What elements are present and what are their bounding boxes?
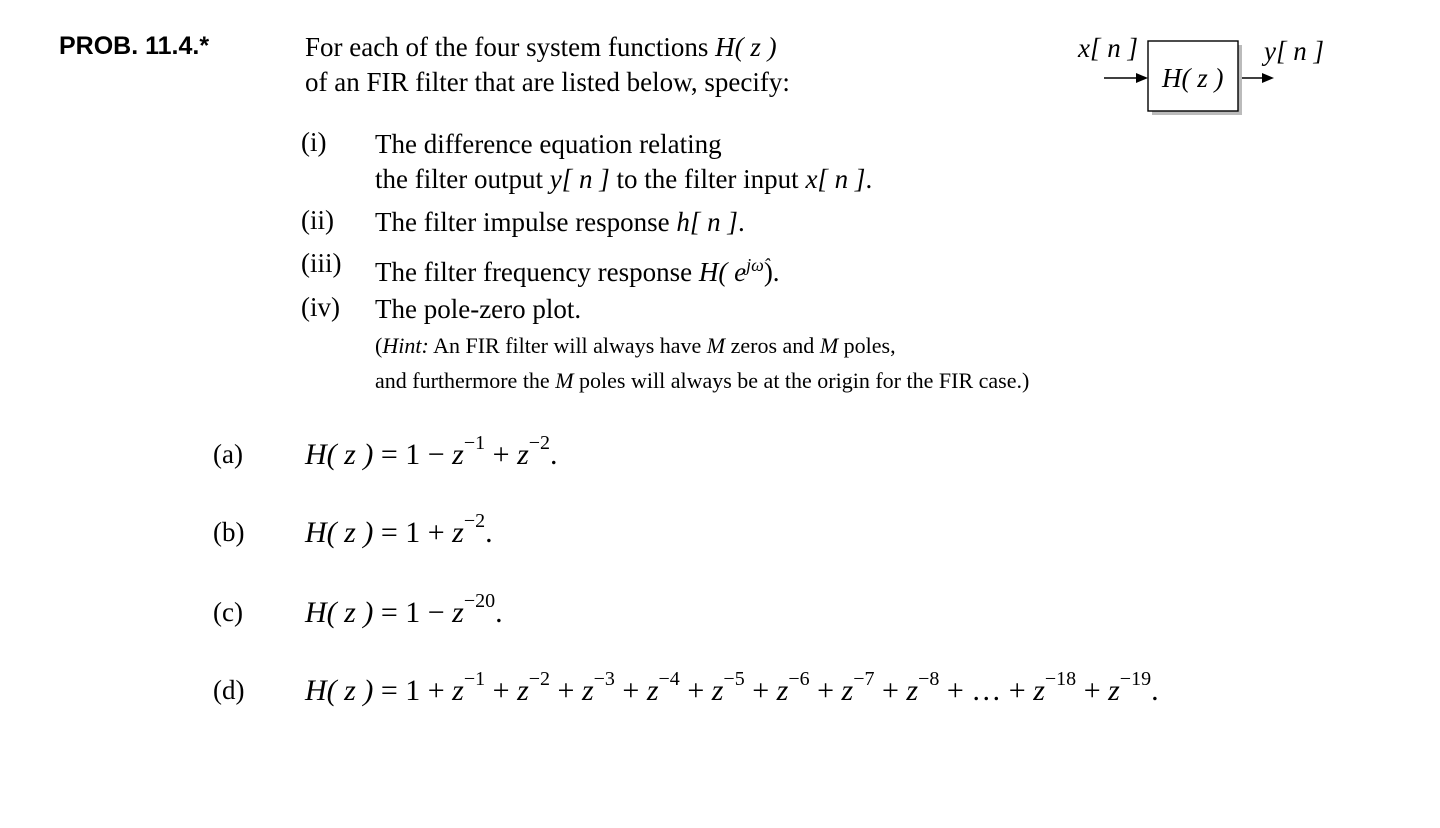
hint-m: M xyxy=(819,333,839,358)
part-equation xyxy=(305,432,558,472)
part-label: (a) xyxy=(213,439,243,469)
equation-operator: + xyxy=(485,438,518,471)
hint xyxy=(375,328,1029,398)
part-label: (b) xyxy=(213,517,245,547)
equation-lhs: H( z ) xyxy=(305,596,374,629)
output-signal: y[ n ] xyxy=(549,164,610,194)
equation-operator: + xyxy=(744,674,777,707)
item-text xyxy=(375,205,745,240)
equation-operator: + xyxy=(614,674,647,707)
diagram-output-arrowhead xyxy=(1262,73,1274,83)
equation-term-exponent: −1 xyxy=(463,432,486,454)
item-number: (iii) xyxy=(301,248,342,278)
item-text-part: the filter output xyxy=(375,164,550,194)
equation-term-base: z xyxy=(906,674,919,707)
part-label: (c) xyxy=(213,597,243,627)
equation-term-base: z xyxy=(517,438,529,471)
item-text-part: The filter impulse response xyxy=(375,207,677,237)
intro-system-function: H( z ) xyxy=(715,32,777,62)
intro-line-2: of an FIR filter that are listed below, specify: xyxy=(305,67,790,97)
equation-term-exponent: −2 xyxy=(528,432,551,454)
equation-term-base: z xyxy=(841,674,854,707)
diagram-input-arrowhead xyxy=(1136,73,1148,83)
equation-term-base: z xyxy=(452,674,464,707)
equation-end: . xyxy=(550,438,558,471)
equation-end: . xyxy=(495,596,503,629)
equation-term-exponent: −8 xyxy=(918,668,940,690)
equation-term-exponent: −6 xyxy=(788,668,810,690)
item-number: (i) xyxy=(301,127,327,157)
diagram-output-label: y[ n ] xyxy=(1264,36,1324,66)
item-number: (ii) xyxy=(301,205,334,235)
part-equation xyxy=(305,510,493,550)
item-text-part: to the filter input xyxy=(609,164,806,194)
hint-m: M xyxy=(555,368,574,393)
hint-text: zeros and xyxy=(725,333,820,358)
frequency-response: H( e xyxy=(698,257,747,287)
equation-term-exponent: −2 xyxy=(528,668,551,690)
equation-operator: + xyxy=(874,674,907,707)
item-line: The difference equation relating xyxy=(375,129,722,159)
problem-intro xyxy=(305,30,790,100)
equation-term-exponent: −5 xyxy=(723,668,745,690)
equation-term-base: z xyxy=(776,674,789,707)
equation-term-base: z xyxy=(452,438,464,471)
equation-term-base: z xyxy=(711,674,724,707)
equation-term-base: z xyxy=(581,674,594,707)
equation-end: . xyxy=(1151,674,1159,707)
equation-term-exponent: −4 xyxy=(658,668,680,690)
item-text-part: ). xyxy=(763,257,780,287)
equation-lhs: H( z ) xyxy=(305,438,374,471)
hint-word: Hint: xyxy=(382,333,429,358)
equation-operator: + xyxy=(679,674,712,707)
equation-term-exponent: −1 xyxy=(463,668,486,690)
equation-term-base: z xyxy=(646,674,659,707)
item-text-part: The filter frequency response xyxy=(375,257,699,287)
equation-term-base: z xyxy=(1033,674,1045,707)
equation-operator: = 1 + xyxy=(373,674,453,707)
equation-term-base: z xyxy=(452,596,464,629)
intro-line-1 xyxy=(305,30,790,65)
item-text: The pole-zero plot. xyxy=(375,294,582,324)
equation-term-exponent: −19 xyxy=(1119,668,1152,690)
equation-operator: = 1 + xyxy=(373,516,453,549)
equation-operator: + xyxy=(809,674,842,707)
impulse-response: h[ n ] xyxy=(676,207,738,237)
item-number: (iv) xyxy=(301,292,340,322)
intro-text: For each of the four system functions xyxy=(305,32,716,62)
hint-text: poles, xyxy=(838,333,896,358)
part-equation xyxy=(305,590,503,630)
equation-operator: + xyxy=(550,674,582,707)
equation-term-base: z xyxy=(452,516,464,549)
equation-lhs: H( z ) xyxy=(305,674,374,707)
equation-term-base: z xyxy=(517,674,529,707)
hint-text: and furthermore the xyxy=(375,368,556,393)
equation-end: . xyxy=(485,516,493,549)
block-diagram xyxy=(1060,30,1350,130)
item-line xyxy=(375,162,872,197)
hint-line-2 xyxy=(375,363,1029,398)
equation-operator: + … + xyxy=(939,674,1034,707)
part-equation xyxy=(305,668,1159,708)
item-text xyxy=(375,127,872,197)
problem-label: PROB. 11.4.* xyxy=(59,32,210,60)
hint-paren: ( xyxy=(375,333,383,358)
item-text-part: . xyxy=(865,164,873,194)
equation-operator: + xyxy=(485,674,518,707)
equation-term-exponent: −2 xyxy=(463,510,486,532)
equation-operator: = 1 − xyxy=(373,438,453,471)
equation-operator: = 1 − xyxy=(373,596,453,629)
diagram-input-label: x[ n ] xyxy=(1078,33,1138,63)
item-text xyxy=(375,248,780,290)
frequency-exponent: jω̂ xyxy=(746,255,764,275)
equation-term-base: z xyxy=(1108,674,1120,707)
hint-m: M xyxy=(706,333,726,358)
equation-term-exponent: −3 xyxy=(593,668,615,690)
equation-term-exponent: −20 xyxy=(463,590,496,612)
equation-operator: + xyxy=(1076,674,1109,707)
hint-line-1 xyxy=(375,328,1029,363)
equation-term-exponent: −18 xyxy=(1044,668,1077,690)
item-text-part: . xyxy=(737,207,745,237)
equation-term-exponent: −7 xyxy=(853,668,875,690)
hint-text: An FIR filter will always have xyxy=(428,333,707,358)
equation-lhs: H( z ) xyxy=(305,516,374,549)
input-signal: x[ n ] xyxy=(805,164,866,194)
hint-text: poles will always be at the origin for the FIR case.) xyxy=(573,368,1030,393)
part-label: (d) xyxy=(213,675,245,705)
diagram-box-label: H( z ) xyxy=(1162,63,1224,93)
